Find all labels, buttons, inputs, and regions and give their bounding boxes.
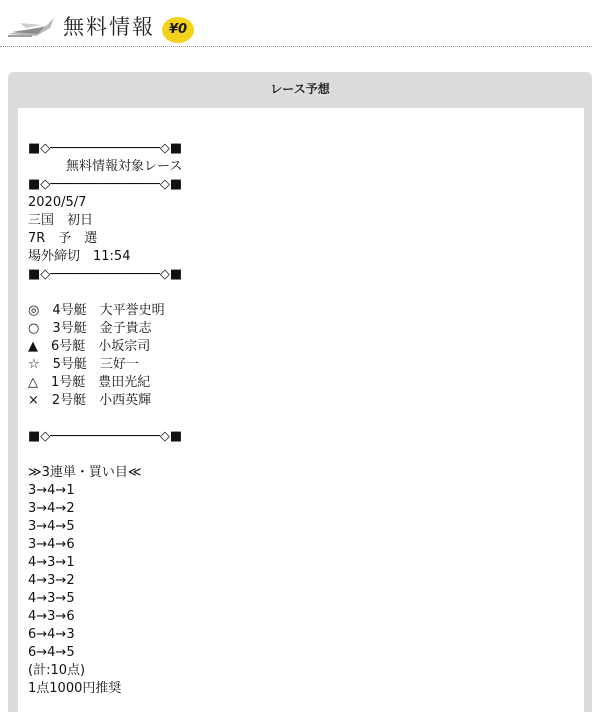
prediction-item: ▲ 6号艇 小坂宗司 [28,339,151,354]
race-subtitle: 無料情報対象レース [66,159,183,174]
bet-combination: 4→3→1 [28,555,75,570]
panel-body [18,108,584,718]
bet-combination: 3→4→6 [28,537,75,552]
prediction-item: △ 1号艇 豊田光紀 [28,375,151,390]
bet-combination: 4→3→2 [28,573,75,588]
divider-line: ■◇──────────────◇■ [28,141,183,156]
race-deadline: 場外締切 11:54 [28,249,131,264]
bet-combination: 6→4→5 [28,645,75,660]
prediction-item: ○ 3号艇 金子貴志 [28,321,152,336]
bets-heading: ≫3連単・買い目≪ [28,465,142,480]
bet-combination: 3→4→5 [28,519,75,534]
bets-recommend: 1点1000円推奨 [28,681,122,696]
bet-combination: 6→4→3 [28,627,75,642]
race-name: 7R 予 選 [28,231,98,246]
free-badge: ¥0 [162,17,194,43]
divider-line: ■◇──────────────◇■ [28,267,183,282]
bet-combination: 4→3→5 [28,591,75,606]
race-date: 2020/5/7 [28,195,87,210]
race-venue-day: 三国 初日 [28,213,94,228]
panel-title: レース予想 [270,82,330,96]
divider-line: ■◇──────────────◇■ [28,429,183,444]
bet-combination: 3→4→1 [28,483,75,498]
prediction-item: × 2号艇 小西英輝 [28,393,152,408]
bets-total: (計:10点) [28,663,86,678]
prediction-content [28,140,568,698]
race-prediction-panel [8,72,592,712]
bet-combination: 3→4→2 [28,501,75,516]
bet-combination: 4→3→6 [28,609,75,624]
page-header [0,0,592,47]
paper-plane-icon [6,14,56,40]
divider-line: ■◇──────────────◇■ [28,177,183,192]
page-title: 無料情報 [63,15,155,39]
prediction-item: ◎ 4号艇 大平誉史明 [28,303,165,318]
prediction-item: ☆ 5号艇 三好一 [28,357,139,372]
